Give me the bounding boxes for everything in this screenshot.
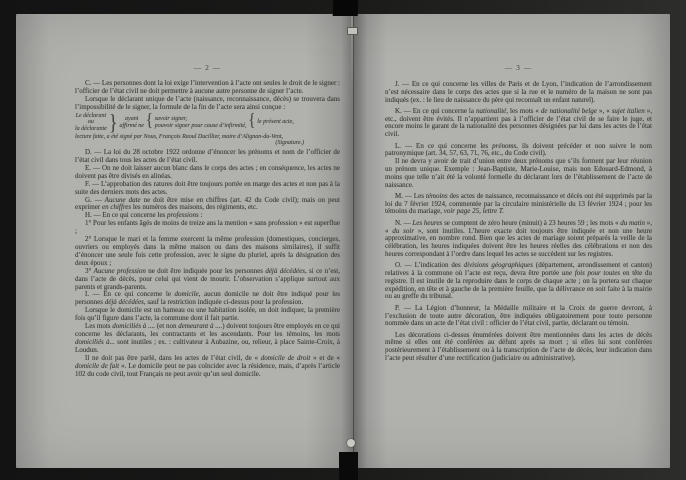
paragraph: O. — L’indication des divisions géographiques (département, arrondissement et canton) relatives à la commune où l’acte est reçu, devra être portée une fois pour toutes en tête du registre. Il est inutile de la reproduire dans le corps de chaque acte ; on la portera sur chaque expédition, en tête et à gauche de la première feuille, que la délivrance en soit faite à la mairie ou au greffe du tribunal. <box>385 261 653 301</box>
formula-footer: lecture faite, a été signé par Nous, François Raoul Ducillier, maire d’Alignan-du-Vent, <box>75 133 284 140</box>
paragraph: Il ne doit pas être parlé, dans les actes de l’état civil, de « domicile de droit » et de « domicile de fait ». Le domicile peut ne pas coïncider avec la résidence, mais, d’après l’article 102 du code civil, tout Français ne peut avoir qu’un seul domicile. <box>75 353 341 378</box>
formula-acte: le présent acte, <box>257 119 294 126</box>
paragraph: Les mots domiciliés à .... (et non demeurant à ....) doivent toujours être employés en ce qui concerne les déclarants, les contractants et les ascendants. Pour les témoins, les mots domiciliés à... sont inutiles ; ex. : cultivateur à Aubazine, ou, relieur, à place Sainte-Croix, à Loudun. <box>75 322 340 354</box>
formula-signature: (Signature.) <box>275 140 304 147</box>
paragraph: F. — L’approbation des ratures doit être toujours portée en marge des actes et non pas à la suite des derniers mots des actes. <box>75 179 340 196</box>
paragraph: 2° Lorsque le mari et la femme exercent la même profession (domestiques, concierges, ouvriers ou employés dans la même maison ou dans des maisons similaires), il suffit d’énoncer une seule fois cette profession, avec le signe du pluriel, après la désignation des deux époux ; <box>75 235 340 267</box>
paragraph: 1° Pour les enfants âgés de moins de treize ans la mention « sans profession » est superflue ; <box>75 219 340 236</box>
paragraph: M. — Les témoins des actes de naissance, reconnaissance et décès ont été supprimés par la loi du 7 février 1924, commentée par la circulaire ministérielle du 13 février 1924 ; pour les témoins du mariage, voir page 25, lettre T. <box>385 191 652 216</box>
paragraph: Il ne devra y avoir de trait d’union entre deux prénoms que s’ils forment par leur réunion un prénom unique. Exemple : Jean-Baptiste, Marie-Louise, mais non Edouard-Edmond, à moins que telle n’ait été la volonté formelle du déclarant lors de l’établissement de l’acte de naissance. <box>385 157 652 189</box>
paragraph: Lorsque le domicile est un hameau ou une habitation isolée, on doit indiquer, la première fois qu’il figure dans l’acte, la commune dont il fait partie. <box>75 306 340 323</box>
formula-affirmation: ayant affirmé ne <box>119 115 144 129</box>
signature-formula <box>75 109 340 148</box>
paragraph: J. — En ce qui concerne les villes de Paris et de Lyon, l’indication de l’arrondissement n’est nécessaire dans le corps des actes que si la rue et le numéro de la maison ne sont pas indiqués (ex. : le lieu de naissance du père qui reconnaît un enfant naturel). <box>385 80 652 104</box>
paragraph: C. — Les personnes dont la loi exige l’intervention à l’acte ont seules le droit de le signer : l’officier de l’état civil ne doit permettre à aucune autre personne de signer l’acte. <box>75 79 340 95</box>
thread-knot <box>347 439 355 447</box>
formula-brace-1: } <box>108 109 118 135</box>
page-right <box>353 14 670 468</box>
spine-tab-top <box>333 0 359 16</box>
formula-row <box>75 109 340 135</box>
paragraph: N. — Les heures se comptent de zéro heure (minuit) à 23 heures 59 ; les mots « du matin », « du soir », sont inutiles. L’heure exacte doit toujours être indiquée et non une heure approximative, en nombre rond. Bien que les actes de mariage soient préparés la veille de la célébration, les heures indiquées doivent être les heures réelles des célébrations et non des heures correspondant à l’ordre dans lequel les actes se succèdent sur les registres. <box>385 218 652 258</box>
page-number-right: — 3 — <box>504 63 533 72</box>
paragraph: D. — La loi du 28 octobre 1922 ordonne d’énoncer les prénoms et nom de l’officier de l’état civil dans tous les actes de l’état civil. <box>75 148 340 165</box>
thread-clasp <box>347 27 358 35</box>
paragraph: P. — La Légion d’honneur, la Médaille militaire et la Croix de guerre devront, à l’exclusion de toute autre décoration, être indiquées obligatoirement pour toute personne nommée dans un acte de l’état civil : officier de l’état civil, partie, déclarant ou témoin. <box>385 303 652 328</box>
paragraph: L. — En ce qui concerne les prénoms, ils doivent précéder et non suivre le nom patronymique (art. 34, 57, 63, 71, 76, etc., du Code civil). <box>385 141 652 158</box>
formula-brace-2: { <box>145 112 153 131</box>
page-right-body <box>385 81 652 363</box>
paragraph: Les décorations ci-dessus énumérées doivent être mentionnées dans les actes de décès même si elles ont été conférées au défunt après sa mort ; si elles lui sont conférées postérieurement à l’établissement ou à la transcription de l’acte de décès, leur indication dans l’acte peut résulter d’une rectification (judiciaire ou administrative). <box>385 330 652 362</box>
spine-tab-bottom <box>339 452 358 480</box>
formula-options: savoir signer, pouvoir signer pour cause d’infirmité, <box>154 115 247 129</box>
page-number-left: — 2 — <box>193 63 222 72</box>
paragraph: 3° Aucune profession ne doit être indiquée pour les personnes déjà décédées, si ce n’est, dans l’acte de décès, pour celui qui vient de mourir. L’observation s’applique surtout aux parents et grands-parents. <box>75 266 340 291</box>
paragraph: K. — En ce qui concerne la nationalité, les mots « de nationalité belge », « sujet italien », etc., doivent être évités. Il n’appartient pas à l’officier de l’état civil de se faire le juge, et encore moins le garant de la nationalité des personnes désignées par lui dans les actes de l’état civil. <box>385 106 653 139</box>
paragraph: E. — On ne doit laisser aucun blanc dans le corps des actes ; en conséquence, les actes ne doivent pas être divisés en alinéas. <box>75 163 340 180</box>
page-left-body-top <box>75 80 340 112</box>
paragraph: Lorsque le déclarant unique de l’acte (naissance, reconnaissance, décès) se trouvera dans l’impossibilité de le signer, la formule de la fin de l’acte sera ainsi conçue : <box>75 94 340 111</box>
page-left <box>16 14 353 468</box>
formula-brace-3: { <box>248 112 256 131</box>
paragraph: G. — Aucune date ne doit être mise en chiffres (art. 42 du Code civil); mais on peut exprimer en chiffres les numéros des maisons, des régiments, etc. <box>75 195 340 212</box>
paragraph: H. — En ce qui concerne les professions : <box>85 211 203 220</box>
paragraph: I. — En ce qui concerne le domicile, aucun domicile ne doit être indiqué pour les personnes déjà décédées, sauf la restriction indiquée ci-dessus pour la profession. <box>75 290 341 307</box>
formula-declarant: Le déclarant ou la déclarante <box>75 112 107 133</box>
page-left-body-bottom <box>75 149 340 378</box>
open-book <box>16 14 670 468</box>
